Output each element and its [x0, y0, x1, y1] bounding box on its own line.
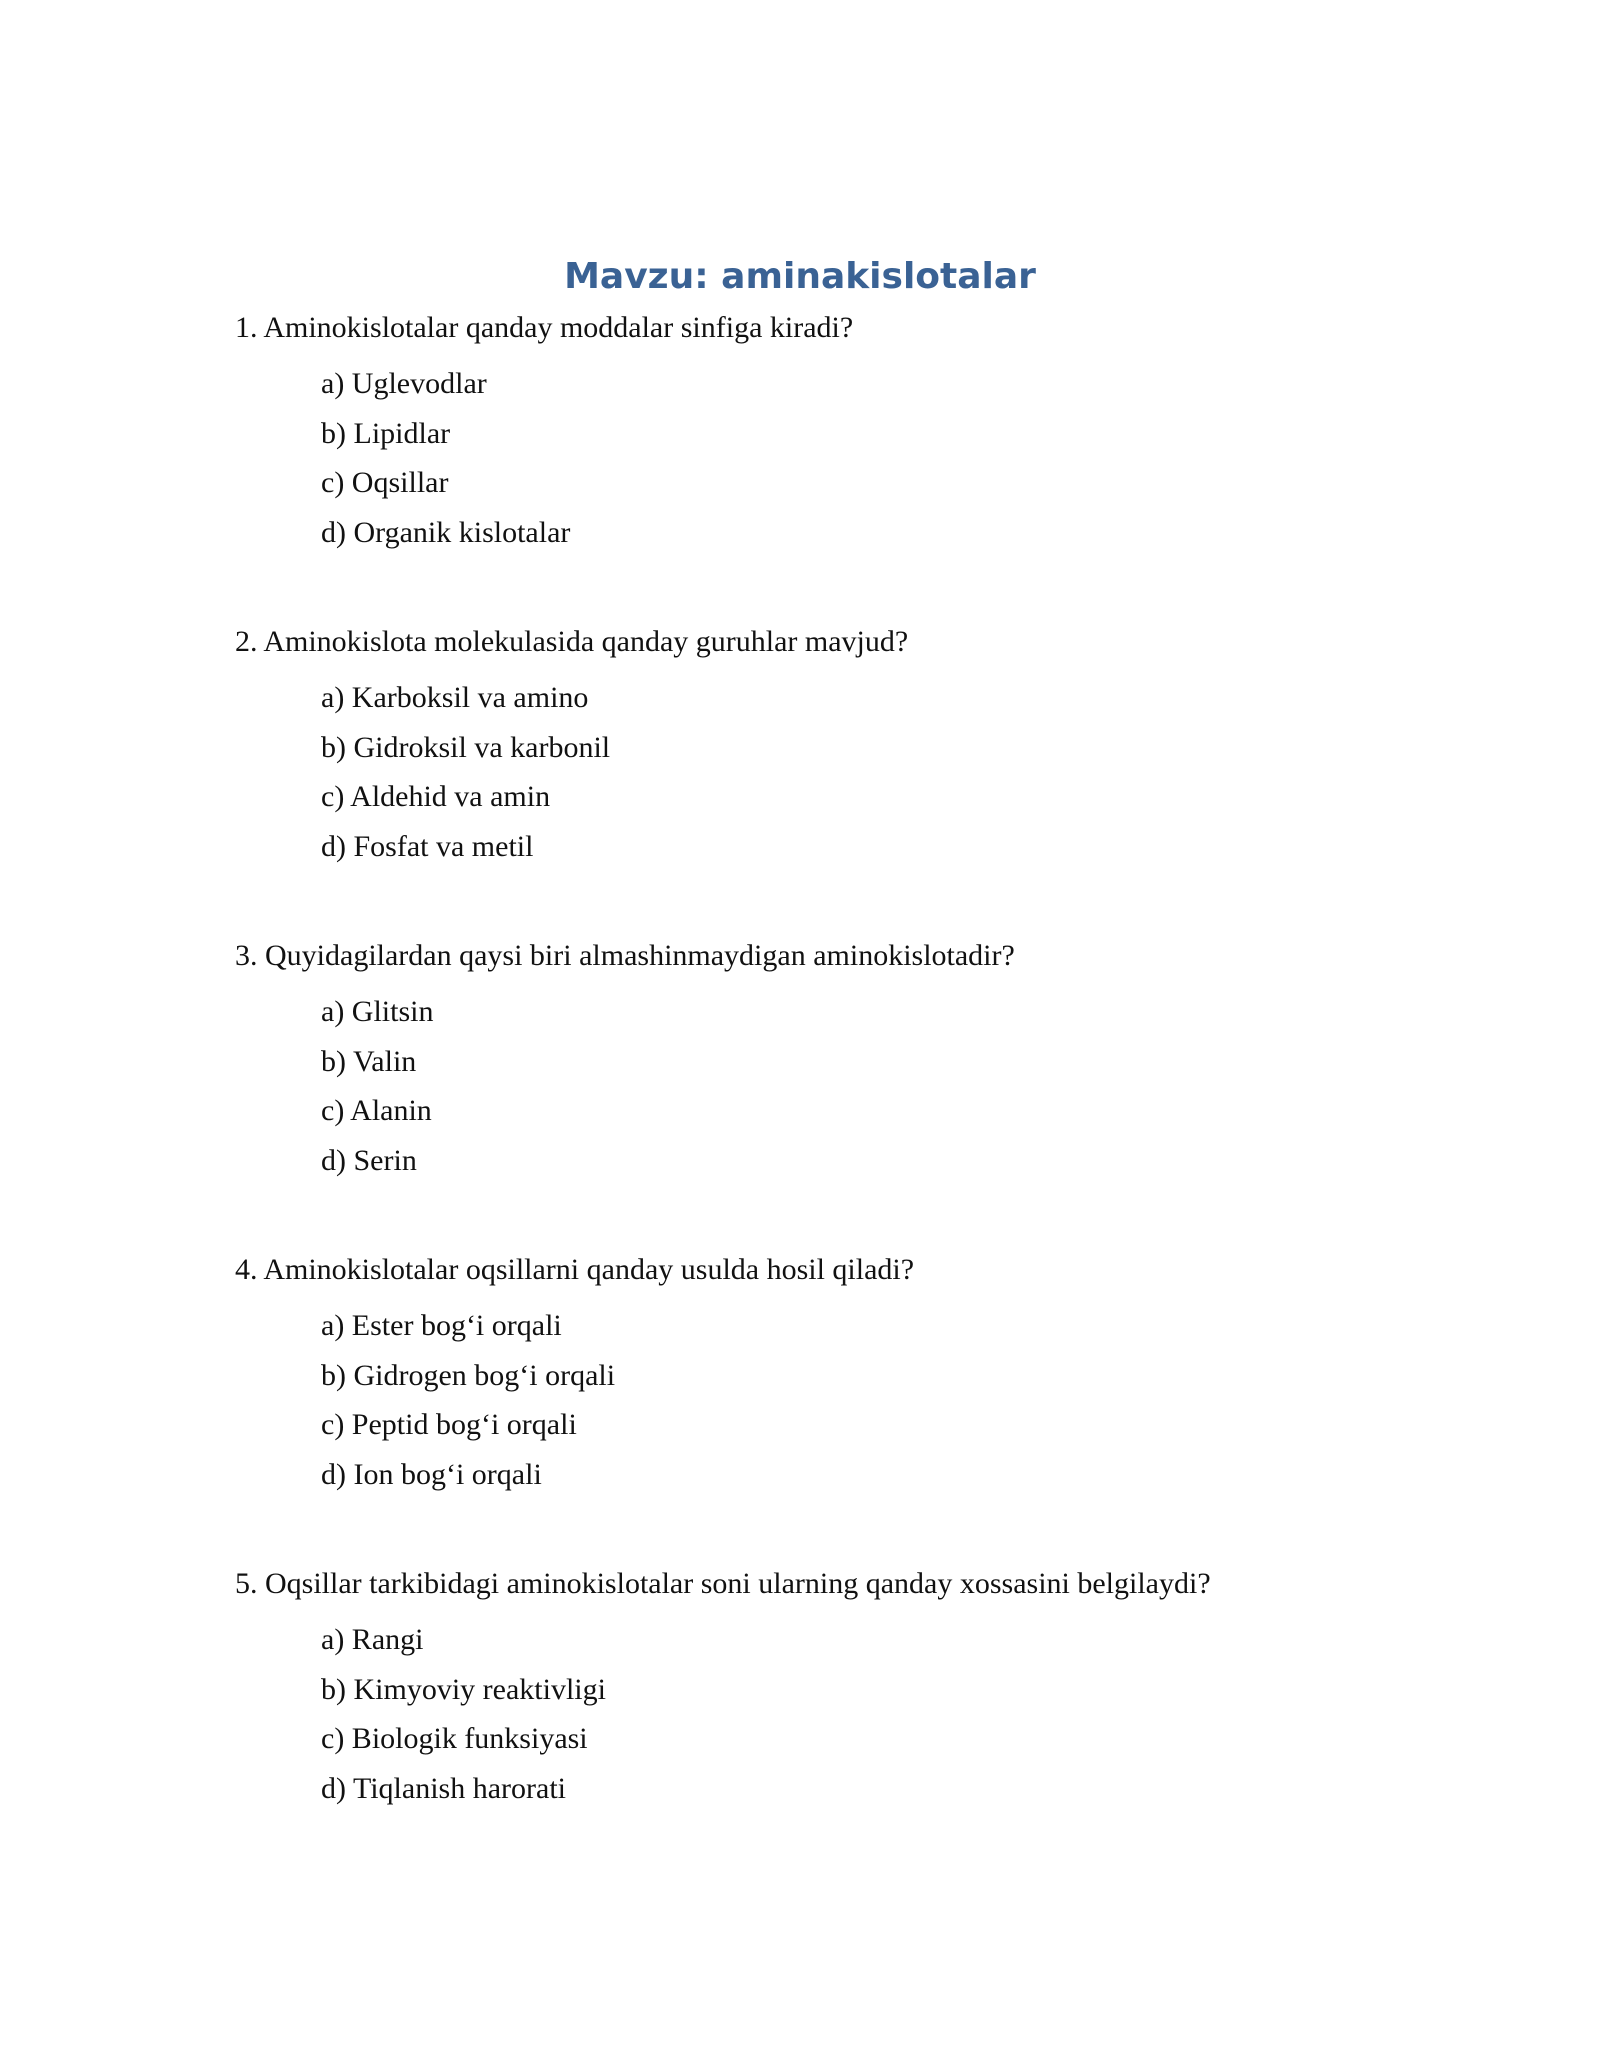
option-list — [321, 359, 1435, 557]
question-text: 1. Aminokislotalar qanday moddalar sinfiga kiradi? — [235, 311, 854, 344]
question-list — [235, 305, 1435, 1875]
option-b: b) Gidrogen bog‘i orqali — [321, 1358, 616, 1392]
option-c: c) Aldehid va amin — [321, 780, 551, 813]
question-1 — [235, 305, 1435, 557]
option-a: a) Uglevodlar — [321, 367, 487, 400]
option-a: a) Karboksil va amino — [321, 681, 589, 714]
option-b: b) Gidroksil va karbonil — [321, 730, 611, 764]
option-d: d) Organik kislotalar — [321, 515, 571, 549]
option-b: b) Lipidlar — [321, 416, 451, 450]
option-c: c) Biologik funksiyasi — [321, 1722, 588, 1755]
question-5 — [235, 1561, 1435, 1813]
option-c: c) Peptid bog‘i orqali — [321, 1408, 577, 1441]
question-text: 2. Aminokislota molekulasida qanday guruhlar mavjud? — [235, 625, 909, 658]
option-a: a) Rangi — [321, 1623, 424, 1656]
option-list — [321, 673, 1435, 871]
option-d: d) Fosfat va metil — [321, 829, 534, 863]
option-c: c) Oqsillar — [321, 466, 449, 499]
option-c: c) Alanin — [321, 1094, 432, 1127]
option-list — [321, 1301, 1435, 1499]
option-a: a) Ester bog‘i orqali — [321, 1309, 562, 1342]
option-b: b) Kimyoviy reaktivligi — [321, 1672, 606, 1706]
document-title: Mavzu: aminakislotalar — [564, 256, 1036, 297]
question-text: 4. Aminokislotalar oqsillarni qanday usulda hosil qiladi? — [235, 1253, 915, 1286]
option-d: d) Tiqlanish harorati — [321, 1771, 566, 1805]
option-list — [321, 987, 1435, 1185]
option-d: d) Ion bog‘i orqali — [321, 1457, 542, 1491]
question-text: 5. Oqsillar tarkibidagi aminokislotalar soni ularning qanday xossasini belgilaydi? — [235, 1567, 1211, 1600]
option-d: d) Serin — [321, 1143, 417, 1177]
question-text: 3. Quyidagilardan qaysi biri almashinmaydigan aminokislotadir? — [235, 939, 1015, 972]
option-list — [321, 1615, 1435, 1813]
option-b: b) Valin — [321, 1044, 417, 1078]
question-3 — [235, 933, 1435, 1185]
question-4 — [235, 1247, 1435, 1499]
option-a: a) Glitsin — [321, 995, 434, 1028]
question-2 — [235, 619, 1435, 871]
